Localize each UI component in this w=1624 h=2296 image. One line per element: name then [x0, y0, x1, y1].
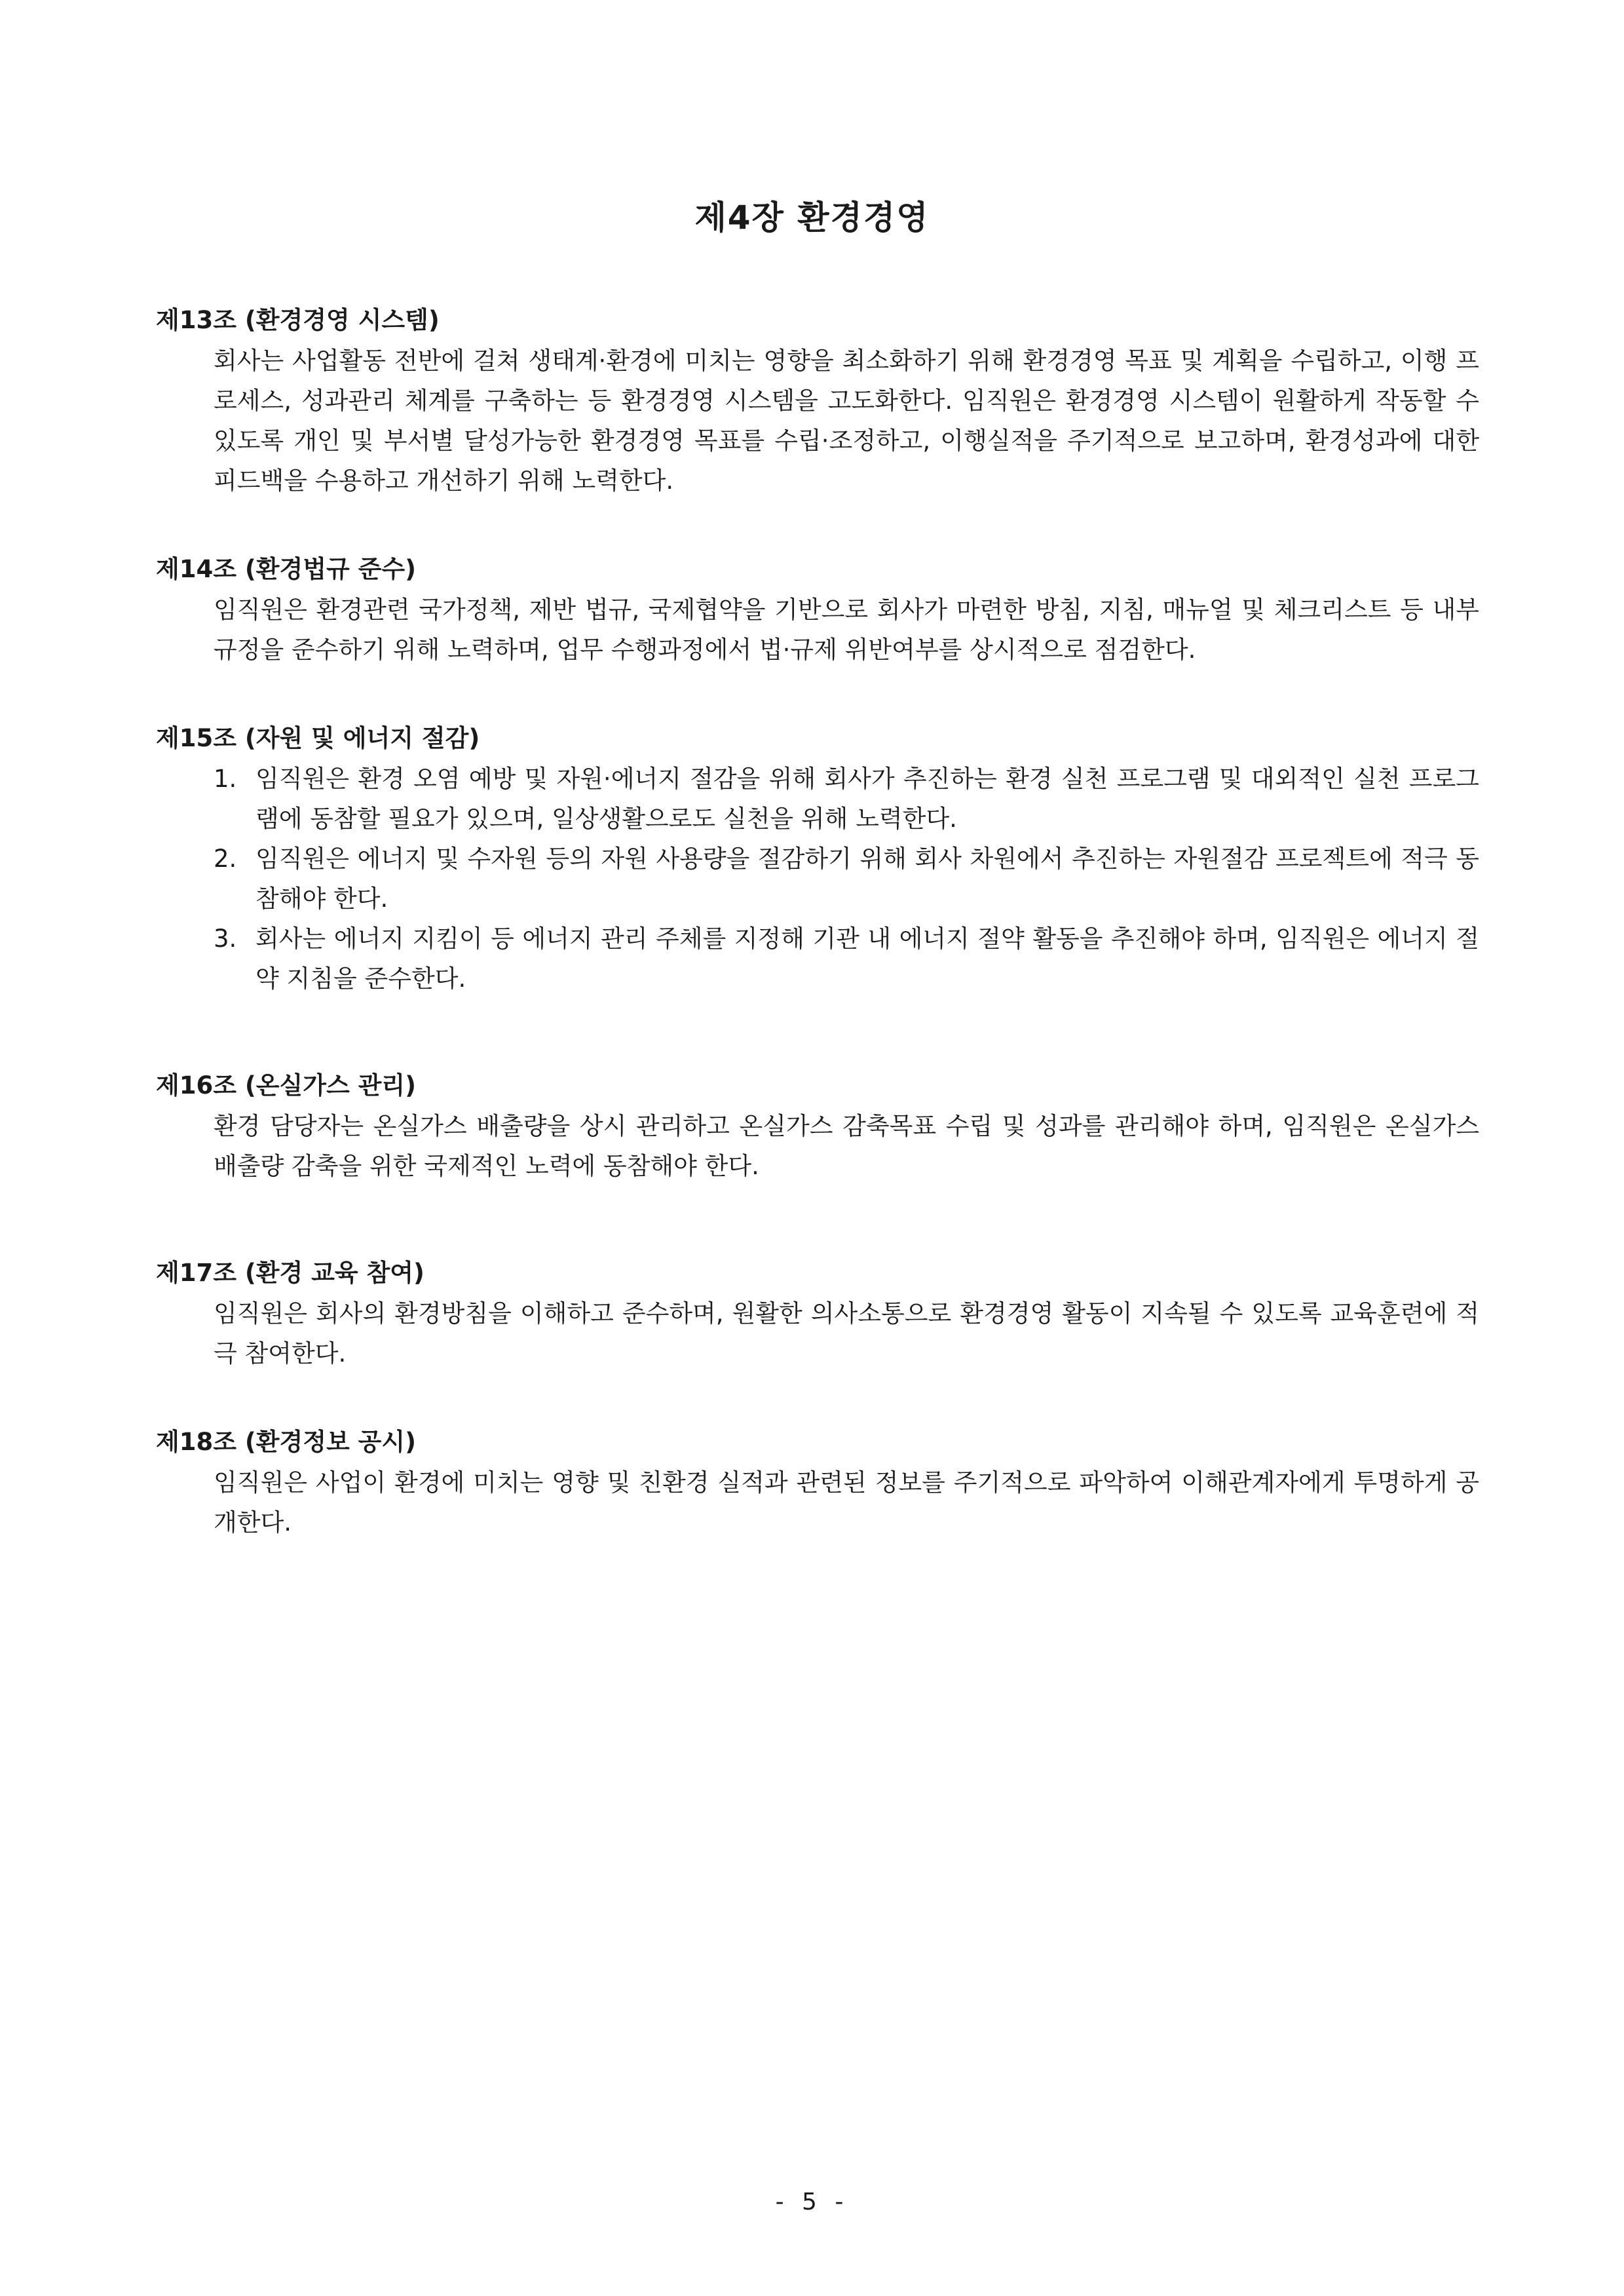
item-number: 1.	[214, 765, 237, 793]
article-14	[156, 550, 1479, 670]
item-number: 2.	[214, 845, 237, 873]
document-content	[156, 301, 1479, 1542]
article-heading: 제14조 (환경법규 준수)	[156, 555, 417, 583]
list-item	[214, 759, 1479, 839]
article-17	[156, 1254, 1479, 1373]
list-item	[214, 919, 1479, 999]
article-13	[156, 301, 1479, 501]
article-body: 회사는 사업활동 전반에 걸쳐 생태계·환경에 미치는 영향을 최소화하기 위해 환경경영 목표 및 계획을 수립하고, 이행 프로세스, 성과관리 체계를 구축하는 등 환경경영 시스템을 고도화한다. 임직원은 환경경영 시스템이 원활하게 작동할 수 있도록 개인 및 부서별 달성가능한 환경경영 목표를 수립·조정하고, 이행실적을 주기적으로 보고하며, 환경성과에 대한 피드백을 수용하고 개선하기 위해 노력한다.	[214, 347, 1479, 495]
item-text: 회사는 에너지 지킴이 등 에너지 관리 주체를 지정해 기관 내 에너지 절약 활동을 추진해야 하며, 임직원은 에너지 절약 지침을 준수한다.	[255, 925, 1479, 993]
article-15	[156, 719, 1479, 999]
page-number: - 5 -	[775, 2189, 849, 2215]
article-body: 임직원은 환경관련 국가정책, 제반 법규, 국제협약을 기반으로 회사가 마련한 방침, 지침, 매뉴얼 및 체크리스트 등 내부규정을 준수하기 위해 노력하며, 업무 수행과정에서 법·규제 위반여부를 상시적으로 점검한다.	[214, 596, 1479, 664]
item-number: 3.	[214, 925, 237, 953]
item-text: 임직원은 환경 오염 예방 및 자원·에너지 절감을 위해 회사가 추진하는 환경 실천 프로그램 및 대외적인 실천 프로그램에 동참할 필요가 있으며, 일상생활으로도 실천을 위해 노력한다.	[255, 765, 1479, 833]
article-heading: 제18조 (환경정보 공시)	[156, 1428, 417, 1456]
article-heading: 제13조 (환경경영 시스템)	[156, 306, 440, 334]
article-18	[156, 1423, 1479, 1542]
article-heading: 제15조 (자원 및 에너지 절감)	[156, 724, 480, 752]
article-body: 임직원은 회사의 환경방침을 이해하고 준수하며, 원활한 의사소통으로 환경경영 활동이 지속될 수 있도록 교육훈련에 적극 참여한다.	[214, 1299, 1479, 1368]
article-16	[156, 1067, 1479, 1186]
article-item-list	[214, 759, 1479, 999]
chapter-title: 제4장 환경경영	[694, 199, 930, 237]
article-body: 환경 담당자는 온실가스 배출량을 상시 관리하고 온실가스 감축목표 수립 및 성과를 관리해야 하며, 임직원은 온실가스 배출량 감축을 위한 국제적인 노력에 동참해야 한다.	[214, 1112, 1479, 1180]
item-text: 임직원은 에너지 및 수자원 등의 자원 사용량을 절감하기 위해 회사 차원에서 추진하는 자원절감 프로젝트에 적극 동참해야 한다.	[255, 845, 1479, 913]
article-heading: 제17조 (환경 교육 참여)	[156, 1259, 425, 1287]
article-body: 임직원은 사업이 환경에 미치는 영향 및 친환경 실적과 관련된 정보를 주기적으로 파악하여 이해관계자에게 투명하게 공개한다.	[214, 1468, 1479, 1537]
list-item	[214, 839, 1479, 919]
article-heading: 제16조 (온실가스 관리)	[156, 1071, 417, 1100]
